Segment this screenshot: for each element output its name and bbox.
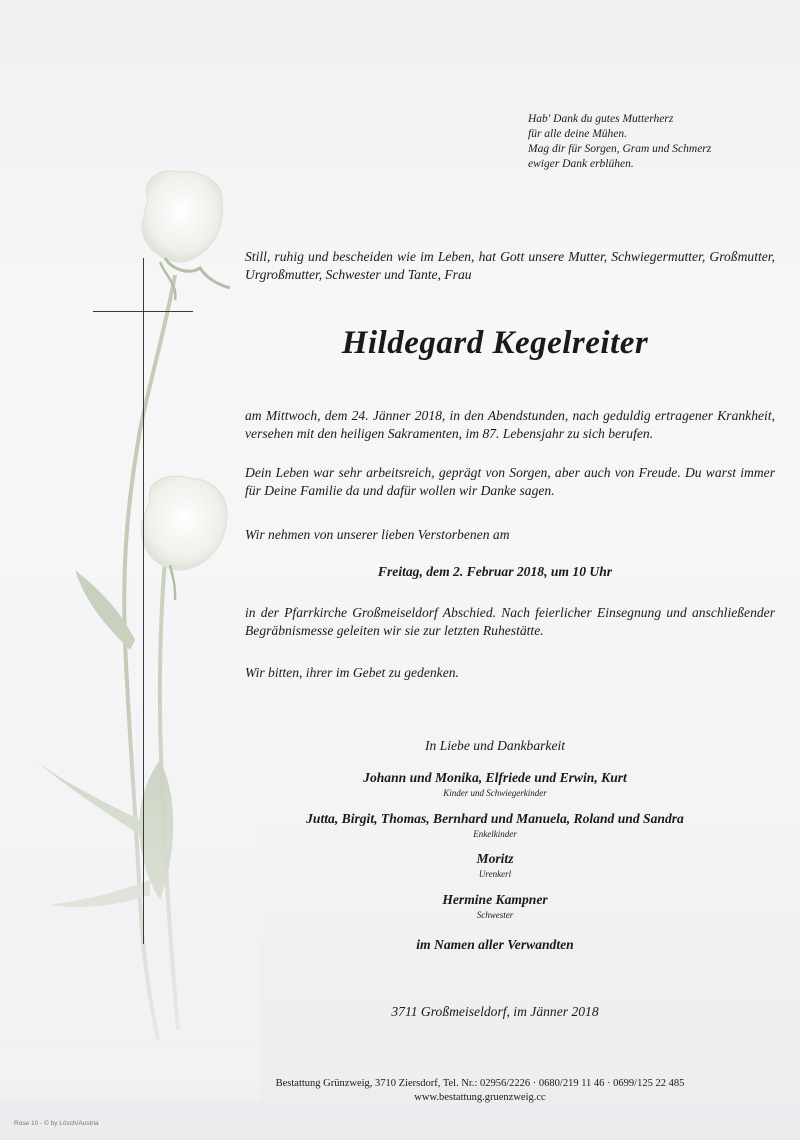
- prayer-request: Wir bitten, ihrer im Gebet zu gedenken.: [245, 665, 459, 680]
- intro-text: Still, ruhig und bescheiden wie im Leben, hat Gott unsere Mutter, Schwiegermutter, Großmutter, Urgroßmutter, Schwester und Tante, Frau: [245, 249, 775, 282]
- farewell-intro: Wir nehmen von unserer lieben Verstorbenen am: [245, 527, 510, 542]
- mourner-relation: Kinder und Schwiegerkinder: [443, 788, 547, 798]
- funeral-home-contact: Bestattung Grünzweig, 3710 Ziersdorf, Tel. Nr.: 02956/2226 · 0680/219 11 46 · 0699/125 22 485: [275, 1078, 685, 1089]
- mourner-names: Hermine Kampner: [442, 892, 548, 907]
- mourner-names: Johann und Monika, Elfriede und Erwin, Kurt: [363, 770, 627, 785]
- deceased-name: Hildegard Kegelreiter: [341, 325, 649, 361]
- mourner-relation: Urenkerl: [478, 869, 512, 879]
- funeral-home-website: www.bestattung.gruenzweig.cc: [414, 1092, 546, 1103]
- all-relatives-line: im Namen aller Verwandten: [416, 937, 574, 952]
- mourner-relation: Enkelkinder: [473, 829, 517, 839]
- poem-line: Mag dir für Sorgen, Gram und Schmerz: [528, 143, 712, 155]
- poem-line: für alle deine Mühen.: [528, 128, 628, 140]
- poem-line: ewiger Dank erblühen.: [528, 158, 634, 170]
- farewell-place-paragraph: in der Pfarrkirche Großmeiseldorf Abschied. Nach feierlicher Einsegnung und anschließender Begräbnismesse geleiten wir sie zur letzten Ruhestätte.: [245, 605, 775, 638]
- poem: [528, 112, 711, 172]
- cross-vertical-line: [143, 258, 144, 944]
- thanks-line: In Liebe und Dankbarkeit: [424, 738, 566, 753]
- death-paragraph: am Mittwoch, dem 24. Jänner 2018, in den Abendstunden, nach geduldig ertragener Krankheit, versehen mit den heiligen Sakramenten, im 87. Lebensjahr zu sich berufen.: [245, 408, 775, 441]
- place-and-date: 3711 Großmeiseldorf, im Jänner 2018: [391, 1004, 599, 1019]
- funeral-date: Freitag, dem 2. Februar 2018, um 10 Uhr: [377, 564, 613, 579]
- cross-horizontal-line: [93, 311, 193, 312]
- poem-line: Hab' Dank du gutes Mutterherz: [528, 113, 674, 125]
- life-paragraph: Dein Leben war sehr arbeitsreich, geprägt von Sorgen, aber auch von Freude. Du warst immer für Deine Familie da und dafür wollen wir Danke sagen.: [245, 465, 775, 498]
- image-credit: Rose 10 - © by Lösch/Austria: [14, 1120, 99, 1127]
- mourner-names: Jutta, Birgit, Thomas, Bernhard und Manuela, Roland und Sandra: [306, 811, 684, 826]
- mourner-names: Moritz: [476, 851, 514, 866]
- mourner-relation: Schwester: [476, 910, 514, 920]
